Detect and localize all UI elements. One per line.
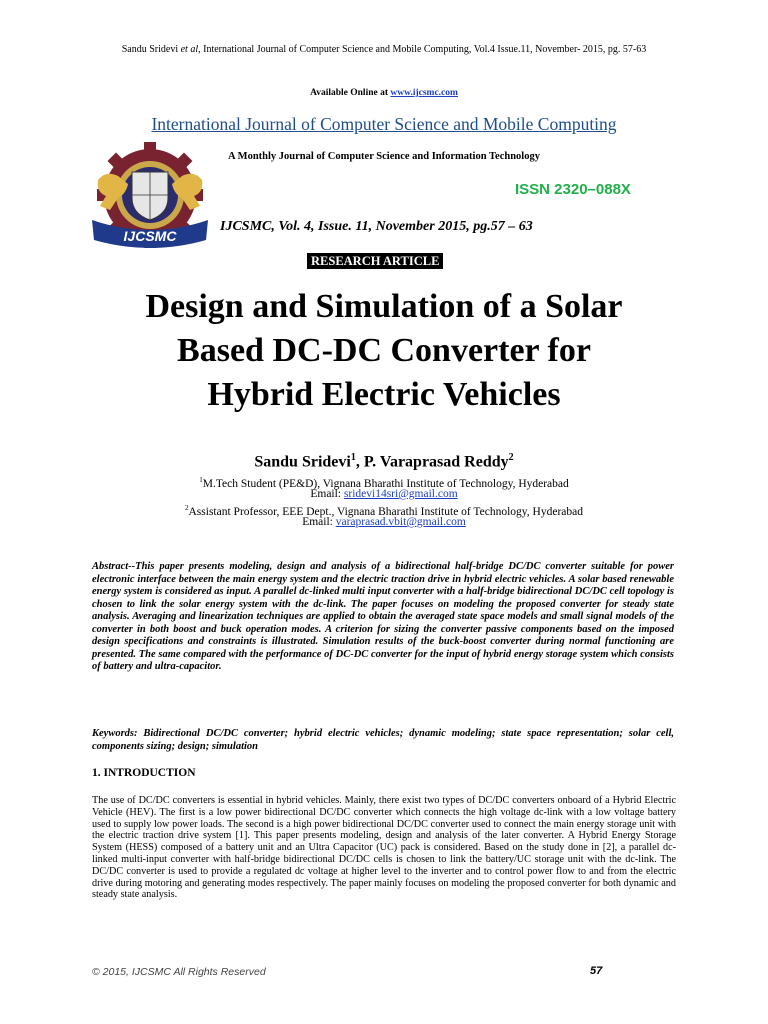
journal-logo bbox=[70, 140, 230, 260]
email-1 bbox=[0, 487, 768, 501]
author-affil-mark: 2 bbox=[508, 452, 514, 463]
journal-name: International Journal of Computer Science and Mobile Computing bbox=[151, 114, 617, 134]
email-2 bbox=[0, 515, 768, 529]
paper-title bbox=[0, 285, 768, 417]
running-head-citation: , International Journal of Computer Science and Mobile Computing, Vol.4 Issue.11, November- 2015, pg. 57-63 bbox=[198, 44, 647, 55]
keywords: Keywords: Bidirectional DC/DC converter; hybrid electric vehicles; dynamic modeling; state space representation; solar cell, components sizing; design; simulation bbox=[92, 728, 674, 752]
author-name: P. Varaprasad Reddy bbox=[363, 453, 509, 471]
affil-mark: 1 bbox=[199, 476, 203, 484]
available-online bbox=[0, 88, 768, 98]
email-link[interactable]: sridevi14sri@gmail.com bbox=[343, 488, 458, 500]
email-label: Email: bbox=[310, 488, 344, 500]
abstract: Abstract--This paper presents modeling, design and analysis of a bidirectional half-bridge DC/DC converter suitable for power electronic interface between the main energy system and the electric traction drive in hybrid electric vehicles. A solar based renewable energy system is considered as input. A parallel dc-linked multi input converter with a half-bridge bidirectional DC/DC cell topology is chosen to link the solar energy system with the dc-link. The paper focuses on modeling the proposed converter for steady state analysis. Averaging and linearization techniques are applied to obtain the averaged state space models and small signal models of the converter in both boost and buck operation modes. A criterion for sizing the converter passive components based on the imposed design specifications and constraints is illustrated. Simulation results of the buck-boost converter during normal functioning are presented. The same compared with the performance of DC-DC converter for the input of hybrid energy storage system which consists of battery and ultra-capacitor. bbox=[92, 561, 674, 672]
logo-text: IJCSMC bbox=[123, 228, 177, 244]
email-link[interactable]: varaprasad.vbit@gmail.com bbox=[335, 516, 466, 528]
email-label: Email: bbox=[302, 516, 336, 528]
affil-mark: 2 bbox=[185, 504, 189, 512]
running-header bbox=[0, 44, 768, 55]
title-line: Hybrid Electric Vehicles bbox=[207, 376, 561, 413]
footer-copyright: © 2015, IJCSMC All Rights Reserved bbox=[92, 966, 266, 978]
issue-citation: IJCSMC, Vol. 4, Issue. 11, November 2015, pg.57 – 63 bbox=[220, 219, 533, 234]
title-line: Based DC-DC Converter for bbox=[177, 332, 591, 369]
article-type-badge: RESEARCH ARTICLE bbox=[307, 253, 443, 269]
issn: ISSN 2320–088X bbox=[515, 181, 631, 198]
title-line: Design and Simulation of a Solar bbox=[145, 288, 623, 325]
authors bbox=[0, 452, 768, 471]
introduction-body: The use of DC/DC converters is essential in hybrid vehicles. Mainly, there exist two types of DC/DC converters onboard of a Hybrid Electric Vehicle (HEV). The first is a low power bidirectional DC/DC converter which connects the high voltage dc-link with a low voltage battery used to supply low power loads. The second is a high power bidirectional DC/DC converter used to connect the main energy storage unit with the electric traction drive system [1]. This paper presents modeling, design and analysis of the later converter. A Hybrid Energy Storage System (HESS) composed of a battery unit and an Ultra Capacitor (UC) pack is considered. Based on the study done in [2], a parallel dc-linked multi-input converter with half-bridge bidirectional DC/DC cells is chosen to link the battery/UC storage unit with the dc-link. The DC/DC converter is used to provide a regulated dc voltage at higher level to the inverter and to control power flow to and from the electric drive during motoring and generating modes respectively. The paper mainly focuses on modeling the proposed converter for both dynamic and steady state analysis. bbox=[92, 795, 676, 901]
affiliation-text: Assistant Professor, EEE Dept., Vignana Bharathi Institute of Technology, Hyderabad bbox=[188, 505, 583, 518]
available-label: Available Online at bbox=[310, 88, 391, 98]
running-head-author: Sandu Sridevi bbox=[121, 44, 181, 55]
journal-tagline: A Monthly Journal of Computer Science and Information Technology bbox=[228, 151, 540, 162]
author-name: Sandu Sridevi bbox=[254, 453, 351, 471]
section-heading: 1. INTRODUCTION bbox=[92, 767, 196, 779]
affiliation-text: M.Tech Student (PE&D), Vignana Bharathi Institute of Technology, Hyderabad bbox=[202, 477, 569, 490]
running-head-etal: et al bbox=[180, 44, 199, 55]
journal-website-link[interactable]: www.ijcsmc.com bbox=[390, 88, 458, 98]
author-affil-mark: 1 bbox=[350, 452, 356, 463]
author-separator: , bbox=[355, 453, 364, 471]
page-number: 57 bbox=[590, 965, 603, 977]
